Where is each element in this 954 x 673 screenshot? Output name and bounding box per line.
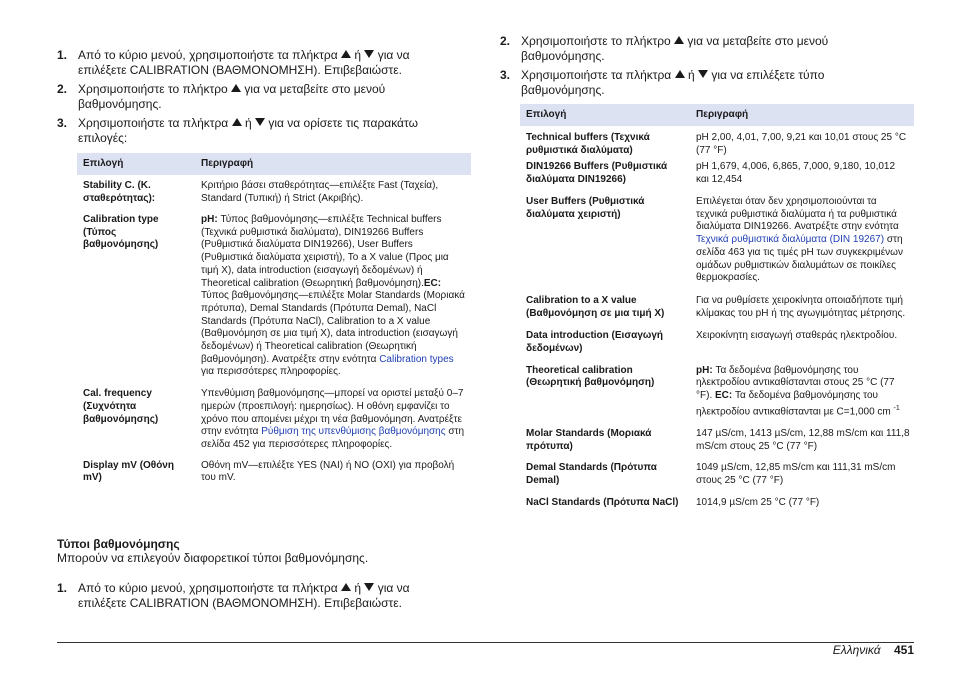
- arrow-down-key-icon: [698, 70, 708, 78]
- table-row: User Buffers (Ρυθμιστικά διαλύματα χειριστή) Επιλέγεται όταν δεν χρησιμοποιούνται τα τεχνικά ρυθμιστικά διαλύματα ή τα ρυθμιστικά διαλύματα DIN19266. Ανατρέξτε στην ενότητα Τεχνικά ρυθμιστικά διαλύματα (DIN 19267) στη σελίδα 463 για τις τιμές pH των συγκεκριμένων ομάδων ρυθμιστικών διαλυμάτων σε ποικίλες θερμοκρασίες.: [526, 196, 903, 284]
- footer-language: Ελληνικά: [832, 643, 881, 657]
- table-row: DIN19266 Buffers (Ρυθμιστικά διαλύματα DIN19266) pH 1,679, 4,006, 6,865, 7,000, 9,180, 10,012 και 12,454: [526, 161, 896, 185]
- table-row: Cal. frequency (Συχνότητα βαθμονόμησης) Υπενθύμιση βαθμονόμησης—μπορεί να οριστεί μεταξύ 0–7 ημερών (προεπιλογή: ημερησίως). Η οθόνη εμφανίζει το χρόνο που απομένει μέχρι τη νέα βαθμονόμηση. Ανατρέξτε στην ενότητα Ρύθμιση της υπενθύμισης βαθμονόμησης στη σελίδα 452 για περισσότερες πληροφορίες.: [83, 388, 465, 450]
- calibration-reminder-link[interactable]: Ρύθμιση της υπενθύμισης βαθμονόμησης: [261, 426, 446, 438]
- arrow-down-key-icon: [364, 50, 374, 58]
- arrow-up-key-icon: [232, 118, 242, 126]
- table-row: NaCl Standards (Πρότυπα NaCl) 1014,9 µS/cm 25 °C (77 °F): [526, 496, 820, 508]
- calibration-types-link[interactable]: Calibration types: [379, 353, 454, 365]
- options-table-left: [77, 153, 471, 485]
- technical-buffers-link[interactable]: Τεχνικά ρυθμιστικά διαλύματα (DIN 19267): [696, 234, 885, 246]
- options-table-right: [520, 104, 914, 509]
- table-row: Molar Standards (Μοριακά πρότυπα) 147 µS/cm, 1413 µS/cm, 12,88 mS/cm και 111,8 mS/cm στους 25 °C (77 °F): [526, 427, 910, 452]
- arrow-up-key-icon: [341, 50, 351, 58]
- arrow-up-key-icon: [675, 70, 685, 78]
- table-row: Calibration type (Τύπος βαθμονόμησης) pH: Τύπος βαθμονόμησης—επιλέξτε Technical buffers (Τεχνικά ρυθμιστικά διαλύματα), DIN19266 Buffers (Ρυθμιστικά διαλύματα DIN19266), User Buffers (Ρυθμιστικά διαλύματα χειριστή), To a X value (Προς μια τιμή X), data introduction (εισαγωγή δεδομένων) ή Theoretical calibration (Θεωρητική βαθμονόμηση).EC: Τύπος βαθμονόμησης—επιλέξτε Molar Standards (Μοριακά πρότυπα), Demal Standards (Πρότυπα Demal), NaCl Standards (Πρότυπα NaCl), Calibration to a X value (Βαθμονόμηση σε μια τιμή X), data introduction (εισαγωγή δεδομένων) ή Theoretical calibration (Θεωρητική βαθμονόμηση). Ανατρέξτε στην ενότητα Calibration types για περισσότερες πληροφορίες.: [83, 214, 465, 378]
- arrow-up-key-icon: [341, 583, 351, 591]
- page-footer: [833, 643, 914, 657]
- footer-divider: [57, 642, 914, 643]
- table-row: Technical buffers (Τεχνικά ρυθμιστικά διαλύματα) pH 2,00, 4,01, 7,00, 9,21 και 10,01 στους 25 °C (77 °F): [526, 132, 907, 156]
- arrow-down-key-icon: [255, 118, 265, 126]
- table-row: Theoretical calibration (Θεωρητική βαθμονόμηση) pH: Τα δεδομένα βαθμονόμησης του ηλεκτροδίου αντικαθίστανται στους 25 °C (77 °F). EC: Τα δεδομένα βαθμονόμησης του ηλεκτροδίου αντικαθίστανται με C=1,000 cm $^{-1}$: [526, 364, 900, 418]
- arrow-up-key-icon: [674, 36, 684, 44]
- table-header: Επιλογή Περιγραφή: [520, 104, 914, 126]
- section-heading: Τύποι βαθμονόμησης: [57, 537, 180, 551]
- table-header: Επιλογή Περιγραφή: [77, 153, 471, 175]
- arrow-down-key-icon: [364, 583, 374, 591]
- page-number: 451: [893, 643, 914, 657]
- table-row: Display mV (Οθόνη mV) Οθόνη mV—επιλέξτε YES (ΝΑΙ) ή NO (ΟΧΙ) για προβολή του mV.: [83, 459, 455, 484]
- table-row: Calibration to a X value (Βαθμονόμηση σε μια τιμή X) Για να ρυθμίσετε χειροκίνητα οποιαδήποτε τιμή κλίμακας του pH ή της αγωγιμότητας μέτρησης.: [526, 294, 906, 319]
- table-row: Demal Standards (Πρότυπα Demal) 1049 µS/cm, 12,85 mS/cm και 111,31 mS/cm στους 25 °C (77 °F): [526, 462, 896, 486]
- arrow-up-key-icon: [231, 84, 241, 92]
- table-row: Stability C. (K. σταθερότητας): Κριτήριο βάσει σταθερότητας—επιλέξτε Fast (Ταχεία), Standard (Τυπική) ή Strict (Ακριβής).: [83, 180, 439, 204]
- section-paragraph: Μπορούν να επιλεγούν διαφορετικοί τύποι βαθμονόμησης.: [57, 551, 369, 565]
- table-row: Data introduction (Εισαγωγή δεδομένων) Χειροκίνητη εισαγωγή σταθεράς ηλεκτροδίου.: [526, 330, 898, 355]
